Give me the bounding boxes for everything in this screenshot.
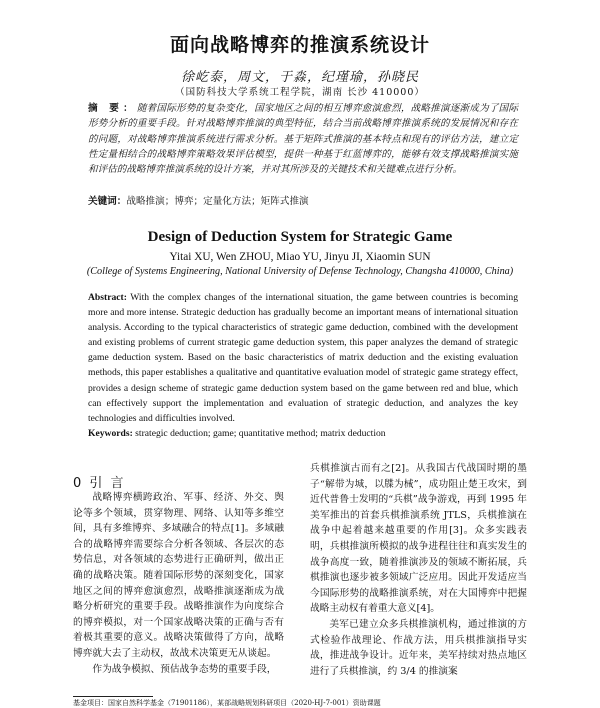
section-heading-introduction: 0 引 言 bbox=[73, 476, 126, 491]
en-abstract bbox=[88, 290, 518, 426]
cn-abstract-text: 随着国际形势的复杂变化，国家地区之间的相互博弈愈演愈烈，战略推演逐渐成为了国际形势分析的重要手段。针对战略博弈推演的典型特征，结合当前战略博弈推演系统的发展情况和存在的问题，对战略博弈推演系统进行需求分析。基于矩阵式推演的基本特点和现有的评估方法，建立定性定量相结合的战略博弈策略效果评估模型，提供一种基于红蓝博弈的，能够有效支撑战略推演实施和评估的战略博弈推演系统的设计方案，并对其所涉及的关键技术和关键难点进行分析。 bbox=[88, 103, 518, 176]
body-column-right bbox=[310, 461, 527, 679]
en-keywords bbox=[88, 426, 518, 441]
cn-keywords-label: 关键词： bbox=[88, 196, 127, 207]
body-column-left bbox=[73, 490, 284, 677]
en-keywords-text: strategic deduction; game; quantitative method; matrix deduction bbox=[135, 428, 386, 439]
footnote-funding: 基金项目：国家自然科学基金（71901186），某部战略规划科研项目（2020-HJ-7-001）资助课题 bbox=[73, 699, 381, 707]
en-title: Design of Deduction System for Strategic Game bbox=[147, 229, 453, 245]
cn-title: 面向战略博弈的推演系统设计 bbox=[169, 34, 430, 56]
cn-keywords bbox=[88, 194, 518, 209]
en-authors: Yitai XU, Wen ZHOU, Miao YU, Jinyu JI, Xiaomin SUN bbox=[169, 251, 431, 263]
body-paragraph: 美军已建立众多兵棋推演机构，通过推演的方式检验作战理论、作战方法，用兵棋推演指导实战，推进战争设计。近年来，美军持续对热点地区进行了兵棋推演，约 3/4 的推演案 bbox=[310, 618, 527, 677]
body-paragraph: 兵棋推演古而有之[2]。从我国古代战国时期的墨子“解带为城，以牒为械”，成功阻止楚王攻宋，到近代普鲁士发明的“兵棋”战争游戏，再到 1995 年美军推出的首套兵棋推演系统 JTLS，兵棋推演在战争中起着越来越重要的作用[3]。众多实践表明，兵棋推演所模拟的战争进程往往和真实发生的战争高度一致，随着推演涉及的领域不断拓展，兵棋推演也逐步被多领域广泛应用。因此开发适应当今国际形势的战略推演系统，对在大国博弈中把握战略主动权有着重大意义[4]。 bbox=[310, 463, 527, 615]
en-affiliation: (College of Systems Engineering, National University of Defense Technology, Changsha 410000, China) bbox=[86, 266, 514, 277]
cn-abstract-label: 摘 要： bbox=[88, 103, 137, 114]
body-paragraph: 作为战争模拟、预估战争态势的重要手段， bbox=[92, 663, 277, 675]
footnote-divider bbox=[73, 696, 153, 697]
en-abstract-text: With the complex changes of the international situation, the game between countries is becoming more and more intense. Strategic deduction has gradually become an important means of international situation analysis. According to the typical characteristics of strategic game deduction, combined with the development and existing problems of current strategic game deduction system, this paper analyzes the demand of strategic game deduction system. Based on the basic characteristics of matrix deduction and the existing evaluation methods, this paper establishes a qualitative and quantitative evaluation model of strategic game strategy effect, provides a design scheme of strategic game deduction system based on the game between red and blue, which can effectively support the implementation and evaluation of strategic deduction, and analyzes the key technologies and difficulties involved. bbox=[88, 292, 518, 424]
en-keywords-label: Keywords: bbox=[88, 428, 133, 439]
en-abstract-label: Abstract: bbox=[88, 292, 127, 303]
cn-affiliation: （国防科技大学系统工程学院，湖南 长沙 410000） bbox=[175, 87, 425, 98]
cn-keywords-text: 战略推演；博弈；定量化方法；矩阵式推演 bbox=[126, 196, 309, 207]
cn-authors: 徐屹泰，周文，于淼，纪瑾瑜，孙晓民 bbox=[180, 70, 419, 85]
body-paragraph: 战略博弈横跨政治、军事、经济、外交、舆论等多个领域，贯穿物理、网络、认知等多维空间，具有多维博弈、多域融合的特点[1]。多域融合的战略博弈需要综合分析各领域、各层次的态势信息，对各领域的态势进行正确研判，做出正确的战略决策。随着国际形势的深刻变化，国家地区之间的博弈愈演愈烈，战略推演逐渐成为战略分析研究的重要手段。战略推演作为向度综合的博弈模拟，对一个国家战略决策的正确与否有着极其重要的意义。战略决策做得了方向，战略博弈就大去了主动权，故战术决策更无从谈起。 bbox=[73, 492, 284, 659]
cn-abstract bbox=[88, 101, 518, 177]
